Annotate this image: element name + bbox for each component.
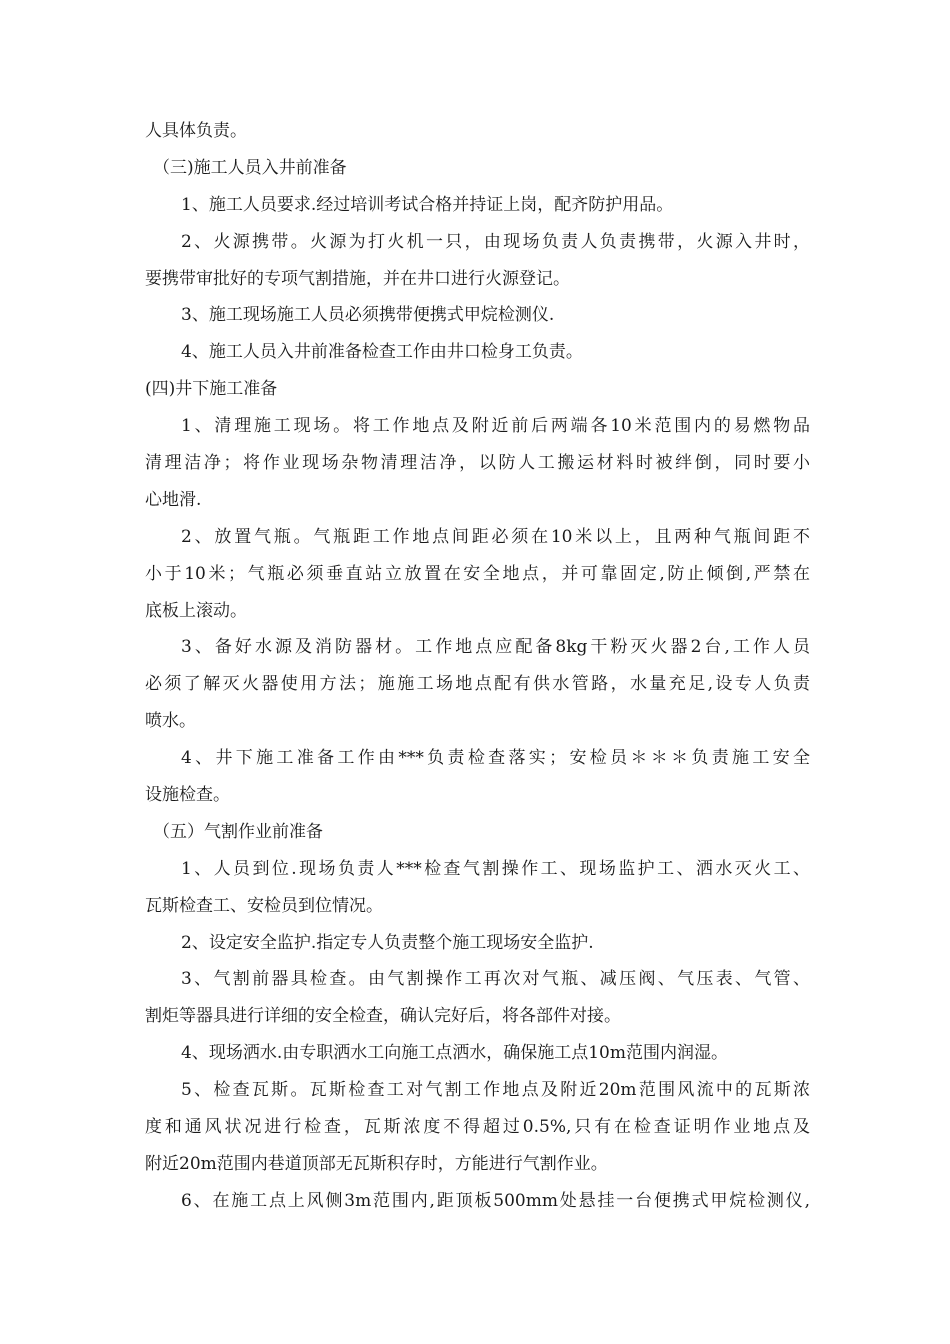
section-heading: (四)井下施工准备 bbox=[145, 379, 278, 400]
text-line: 3、气割前器具检查。由气割操作工再次对气瓶、减压阀、气压表、气管、 bbox=[181, 969, 810, 990]
text-line: 2、放置气瓶。气瓶距工作地点间距必须在10米以上，且两种气瓶间距不 bbox=[181, 526, 810, 547]
section-heading: （五）气割作业前准备 bbox=[153, 821, 323, 842]
text-line: 附近20m范围内巷道顶部无瓦斯积存时，方能进行气割作业。 bbox=[145, 1153, 608, 1174]
text-line: 4、现场洒水.由专职洒水工向施工点洒水，确保施工点10m范围内润湿。 bbox=[181, 1043, 728, 1064]
text-line: 1、施工人员要求.经过培训考试合格并持证上岗，配齐防护用品。 bbox=[181, 194, 674, 215]
text-line: 3、备好水源及消防器材。工作地点应配备8kg干粉灭火器2台,工作人员 bbox=[181, 637, 810, 658]
text-line: 清理洁净；将作业现场杂物清理洁净，以防人工搬运材料时被绊倒，同时要小 bbox=[145, 453, 810, 474]
text-line: 底板上滚动。 bbox=[145, 600, 247, 621]
text-line: 1、清理施工现场。将工作地点及附近前后两端各10米范围内的易燃物品 bbox=[181, 416, 810, 437]
text-line: 4、井下施工准备工作由***负责检查落实；安检员＊＊＊负责施工安全 bbox=[181, 748, 810, 769]
text-line: 割炬等器具进行详细的安全检查，确认完好后，将各部件对接。 bbox=[145, 1006, 621, 1027]
text-line: 3、施工现场施工人员必须携带便携式甲烷检测仪. bbox=[181, 305, 555, 326]
text-line: 2、火源携带。火源为打火机一只，由现场负责人负责携带，火源入井时， bbox=[181, 231, 810, 252]
text-line: 2、设定安全监护.指定专人负责整个施工现场安全监护. bbox=[181, 932, 594, 953]
text-line: 5、检查瓦斯。瓦斯检查工对气割工作地点及附近20m范围风流中的瓦斯浓 bbox=[181, 1080, 810, 1101]
text-line: 1、人员到位.现场负责人***检查气割操作工、现场监护工、洒水灭火工、 bbox=[181, 858, 810, 879]
text-line: 必须了解灭火器使用方法；施施工场地点配有供水管路，水量充足,设专人负责 bbox=[145, 674, 810, 695]
text-line: 小于10米；气瓶必须垂直站立放置在安全地点，并可靠固定,防止倾倒,严禁在 bbox=[145, 563, 810, 584]
text-line: 度和通风状况进行检查，瓦斯浓度不得超过0.5%,只有在检查证明作业地点及 bbox=[145, 1117, 810, 1138]
text-line: 设施检查。 bbox=[145, 785, 230, 806]
text-line: 要携带审批好的专项气割措施，并在井口进行火源登记。 bbox=[145, 268, 570, 289]
document-body bbox=[145, 113, 810, 1220]
text-line: 心地滑. bbox=[145, 489, 202, 510]
text-line: 4、施工人员入井前准备检查工作由井口检身工负责。 bbox=[181, 342, 583, 363]
text-line: 瓦斯检查工、安检员到位情况。 bbox=[145, 895, 383, 916]
text-line: 6、在施工点上风侧3m范围内,距顶板500mm处悬挂一台便携式甲烷检测仪, bbox=[181, 1190, 810, 1211]
section-heading: （三)施工人员入井前准备 bbox=[153, 157, 347, 178]
text-line: 喷水。 bbox=[145, 711, 196, 732]
text-line: 人具体负责。 bbox=[145, 121, 247, 141]
